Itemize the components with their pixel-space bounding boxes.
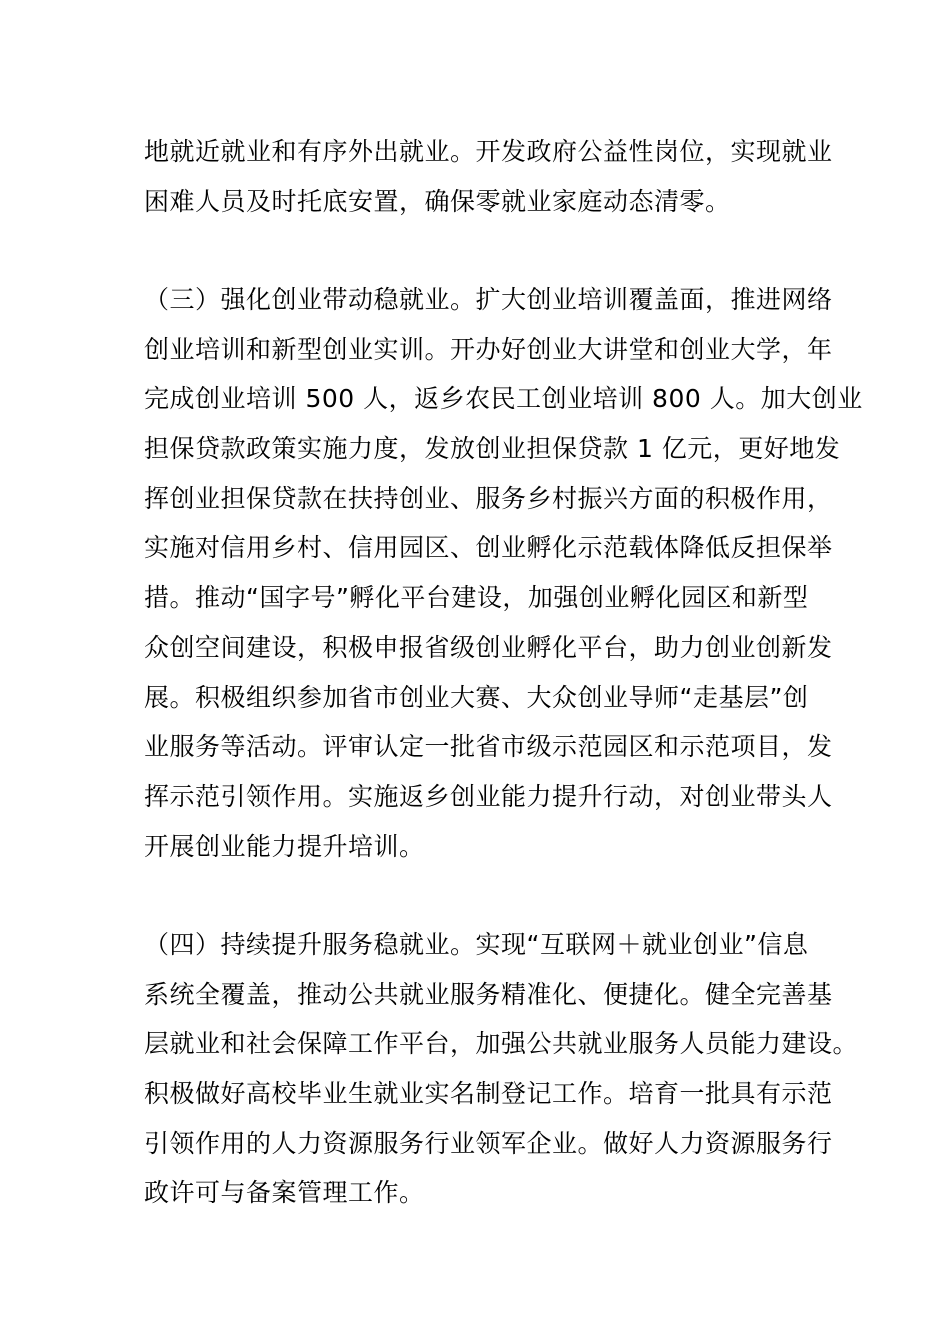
text-line: 困难人员及时托底安置，确保零就业家庭动态清零。 xyxy=(144,186,731,216)
text-line: 层就业和社会保障工作平台，加强公共就业服务人员能力建设。 xyxy=(144,1029,859,1059)
text-line: 挥示范引领作用。实施返乡创业能力提升行动，对创业带头人 xyxy=(144,781,833,811)
text-line: 政许可与备案管理工作。 xyxy=(144,1178,425,1208)
text-line: 业服务等活动。评审认定一批省市级示范园区和示范项目，发 xyxy=(144,732,833,762)
text-line: 挥创业担保贷款在扶持创业、服务乡村振兴方面的积极作用， xyxy=(144,483,833,513)
text-line: 开展创业能力提升培训。 xyxy=(144,831,425,861)
paragraph-entrepreneurship xyxy=(144,275,863,871)
paragraph-employment-continuation xyxy=(144,127,834,226)
text-line: 引领作用的人力资源服务行业领军企业。做好人力资源服务行 xyxy=(144,1128,833,1158)
text-line: 实施对信用乡村、信用园区、创业孵化示范载体降低反担保举 xyxy=(144,533,833,563)
text-line: 众创空间建设，积极申报省级创业孵化平台，助力创业创新发 xyxy=(144,632,833,662)
text-line: 措。推动“国字号”孵化平台建设，加强创业孵化园区和新型 xyxy=(144,583,809,613)
text-line: 系统全覆盖，推动公共就业服务精准化、便捷化。健全完善基 xyxy=(144,979,833,1009)
text-line: 积极做好高校毕业生就业实名制登记工作。培育一批具有示范 xyxy=(144,1079,833,1109)
text-line: 创业培训和新型创业实训。开办好创业大讲堂和创业大学，年 xyxy=(144,334,833,364)
text-line: 展。积极组织参加省市创业大赛、大众创业导师“走基层”创 xyxy=(144,682,809,712)
text-line: 地就近就业和有序外出就业。开发政府公益性岗位，实现就业 xyxy=(144,137,833,166)
text-line: 完成创业培训 500 人，返乡农民工创业培训 800 人。加大创业 xyxy=(144,384,863,414)
paragraph-service-employment xyxy=(144,920,859,1218)
text-line: 担保贷款政策实施力度，发放创业担保贷款 1 亿元，更好地发 xyxy=(144,434,841,464)
section-heading-line: （四）持续提升服务稳就业。实现“互联网＋就业创业”信息 xyxy=(144,930,809,959)
section-heading-line: （三）强化创业带动稳就业。扩大创业培训覆盖面，推进网络 xyxy=(144,285,833,314)
